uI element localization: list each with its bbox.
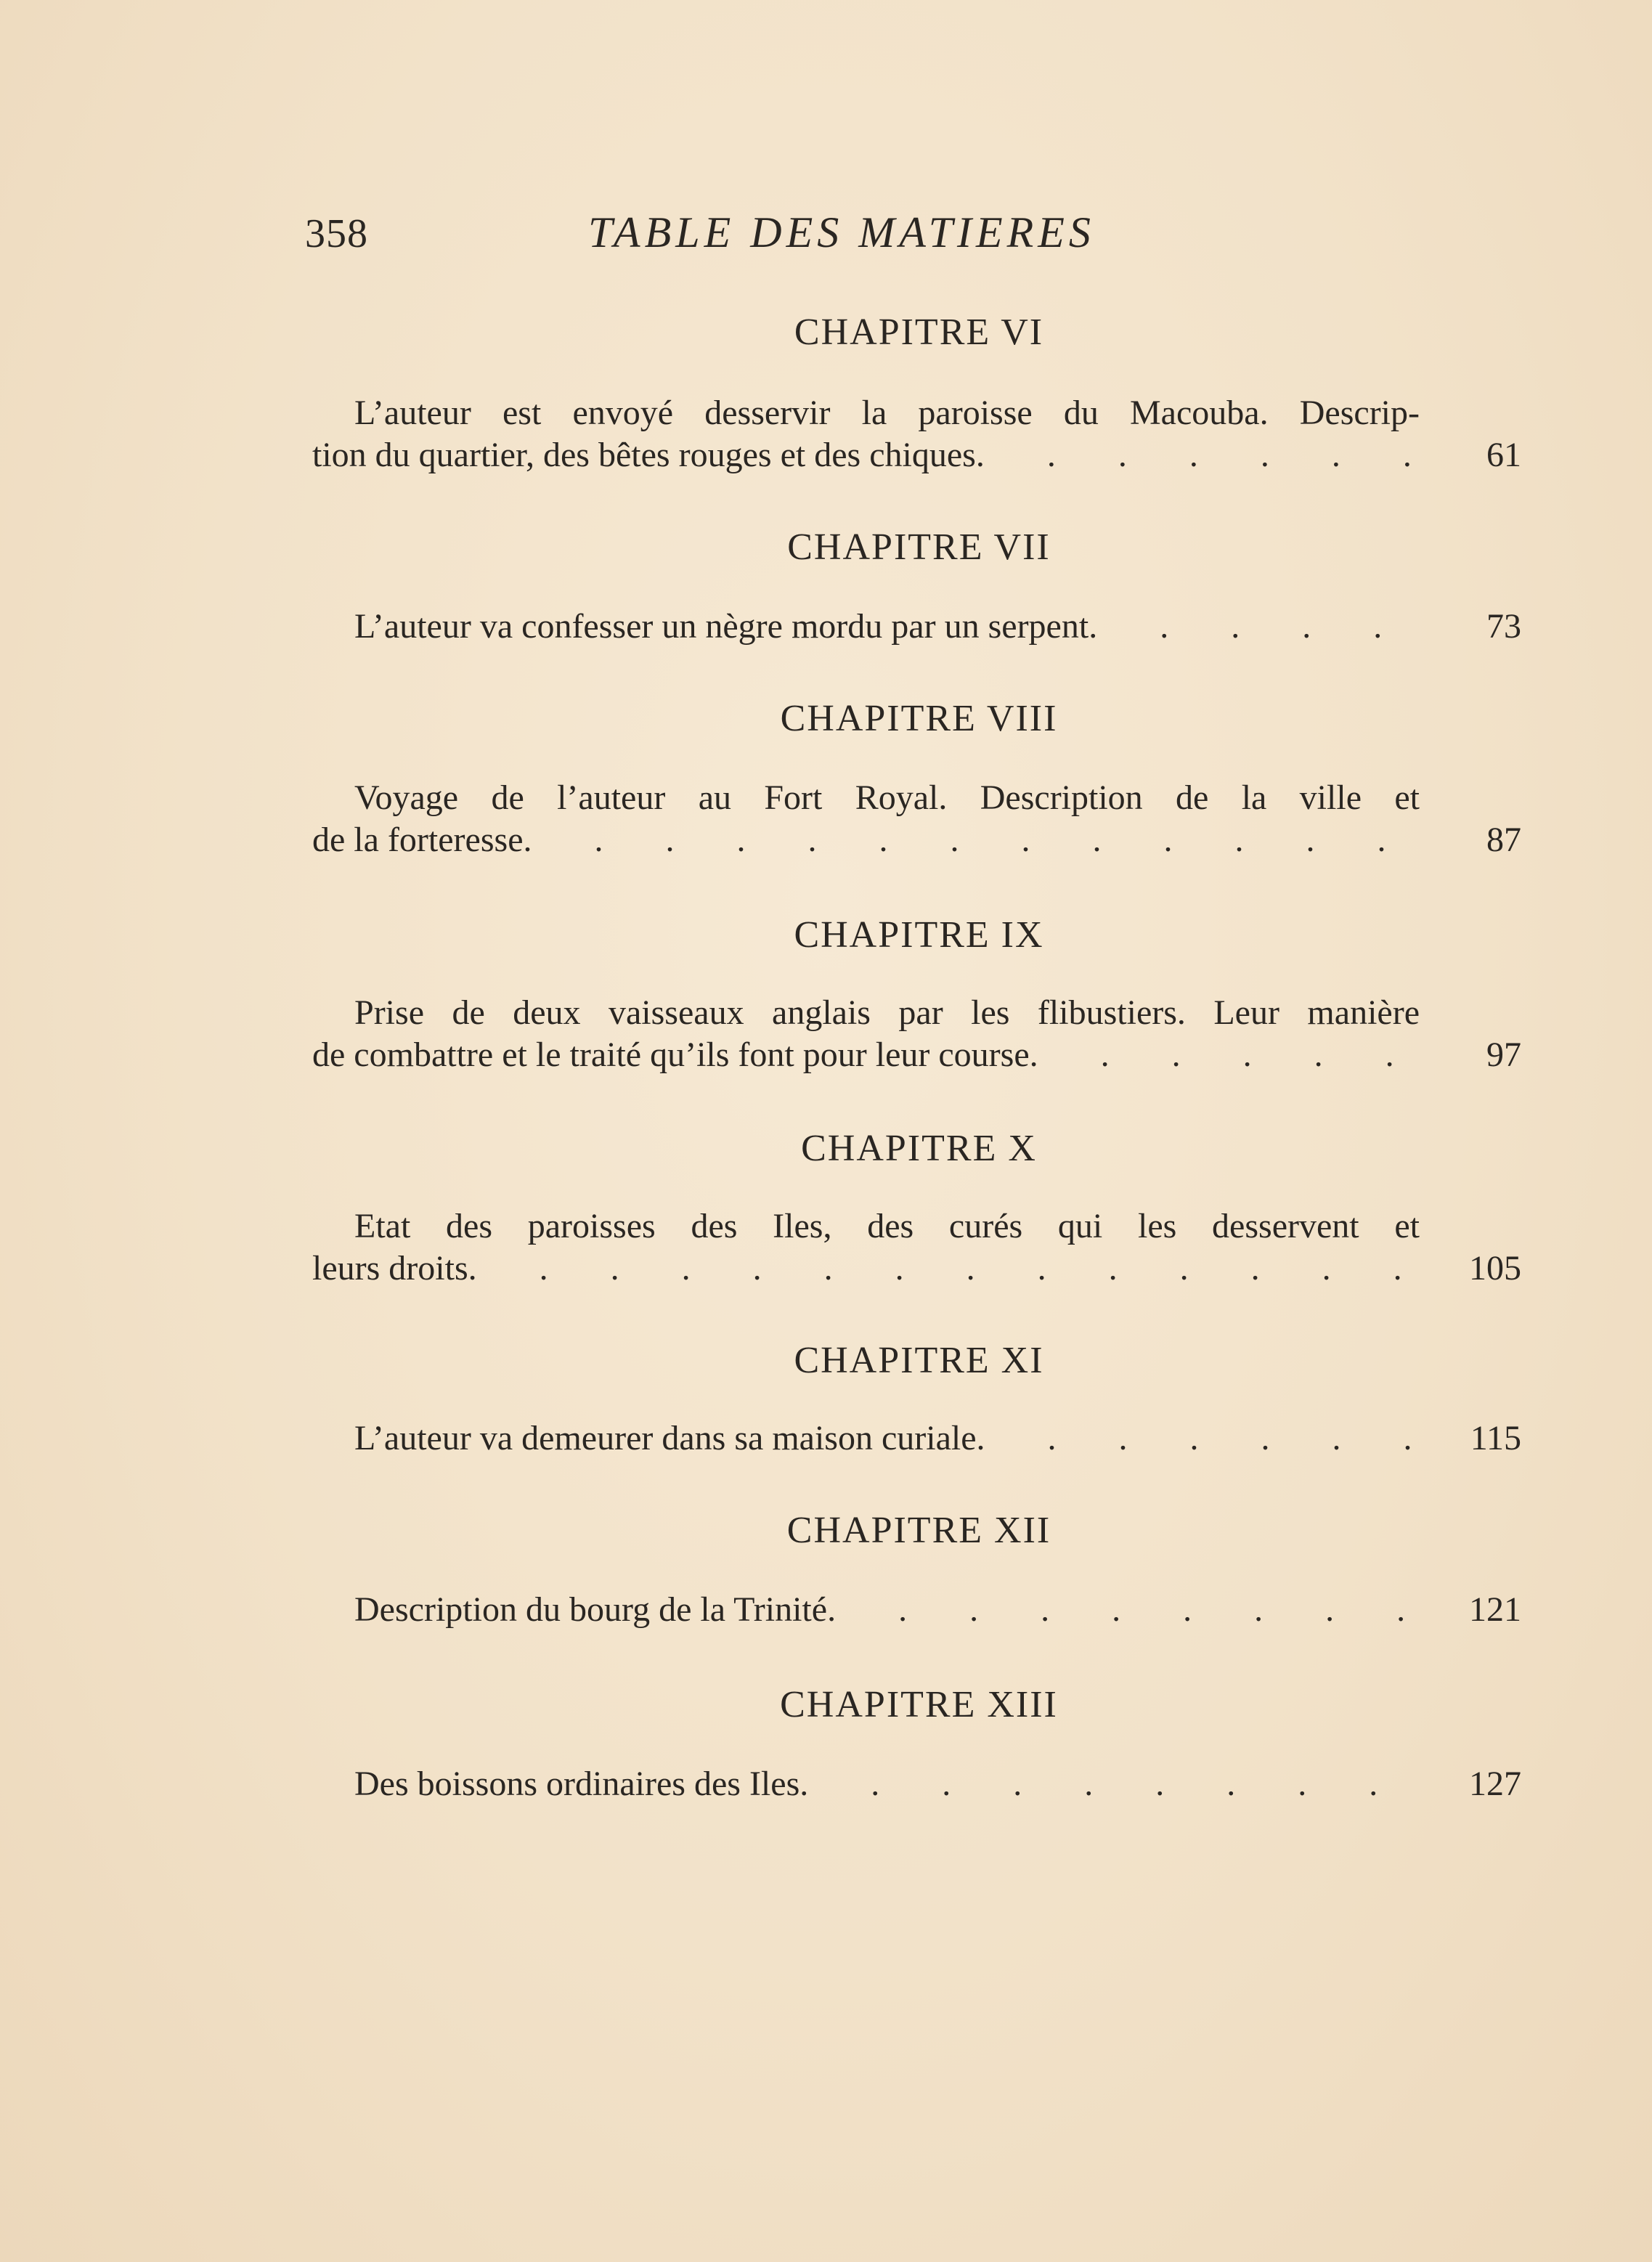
running-title: TABLE DES MATIERES [588,208,1095,256]
dot-leaders [976,434,1420,476]
toc-entry[interactable] [312,392,1521,476]
toc-entry[interactable] [312,1763,1521,1805]
entry-text: tion du quartier, des bêtes rouges et des chiques [312,436,976,474]
entry-page: 97 [1486,1036,1521,1074]
chapter-heading: CHAPITRE VI [794,312,1044,353]
entry-page: 127 [1469,1765,1521,1803]
toc-entry[interactable] [312,1205,1521,1290]
entry-text: de combattre et le traité qu’ils font pour leur course [312,1036,1030,1074]
dot-leaders [524,819,1420,861]
entry-last-line [312,1763,1521,1805]
entry-last-line [312,1034,1521,1076]
page-header [305,208,1525,276]
toc-entry[interactable] [312,777,1521,861]
chapter-heading: CHAPITRE X [801,1128,1037,1169]
dot-leaders [977,1417,1420,1460]
entry-last-line [312,1417,1521,1460]
entry-last-line [312,819,1521,861]
page-number: 358 [305,211,368,256]
entry-text: de la forteresse [312,821,524,859]
toc-entry[interactable] [312,992,1521,1076]
toc-entry[interactable] [312,1589,1521,1631]
entry-last-line [312,1589,1521,1631]
chapter-heading: CHAPITRE XIII [780,1684,1058,1725]
entry-text: Description du bourg de la Trinité [354,1590,828,1629]
entry-line: Etat des paroisses des Iles, des curés qui les desservent et [354,1207,1420,1245]
entry-page: 115 [1470,1419,1521,1457]
entry-page: 87 [1486,821,1521,859]
chapter-heading: CHAPITRE VIII [780,698,1058,739]
entry-last-line [312,1248,1521,1290]
dot-leaders [827,1589,1420,1631]
chapter-heading: CHAPITRE XII [786,1510,1051,1551]
chapter-heading: CHAPITRE VII [787,526,1051,568]
chapter-heading: CHAPITRE XI [794,1340,1044,1381]
entry-text: L’auteur va demeurer dans sa maison curiale [354,1419,977,1457]
toc-entry[interactable] [312,606,1521,648]
dot-leaders [1089,606,1420,648]
entry-page: 105 [1469,1249,1521,1287]
entry-line: L’auteur est envoyé desservir la paroisse du Macouba. Descrip- [354,394,1420,432]
entry-page: 61 [1486,436,1521,474]
entry-last-line [312,606,1521,648]
entry-page: 121 [1469,1590,1521,1629]
entry-text: leurs droits [312,1249,468,1287]
chapter-heading: CHAPITRE IX [794,914,1044,956]
toc-entry[interactable] [312,1417,1521,1460]
dot-leaders [1030,1034,1420,1076]
dot-leaders [468,1248,1420,1290]
entry-line: Prise de deux vaisseaux anglais par les flibustiers. Leur manière [354,993,1420,1032]
entry-last-line [312,434,1521,476]
dot-leaders [799,1763,1420,1805]
entry-page: 73 [1486,607,1521,646]
entry-text: Des boissons ordinaires des Iles [354,1765,800,1803]
entry-line: Voyage de l’auteur au Fort Royal. Description de la ville et [354,778,1420,817]
entry-text: L’auteur va confesser un nègre mordu par un serpent [354,607,1089,646]
